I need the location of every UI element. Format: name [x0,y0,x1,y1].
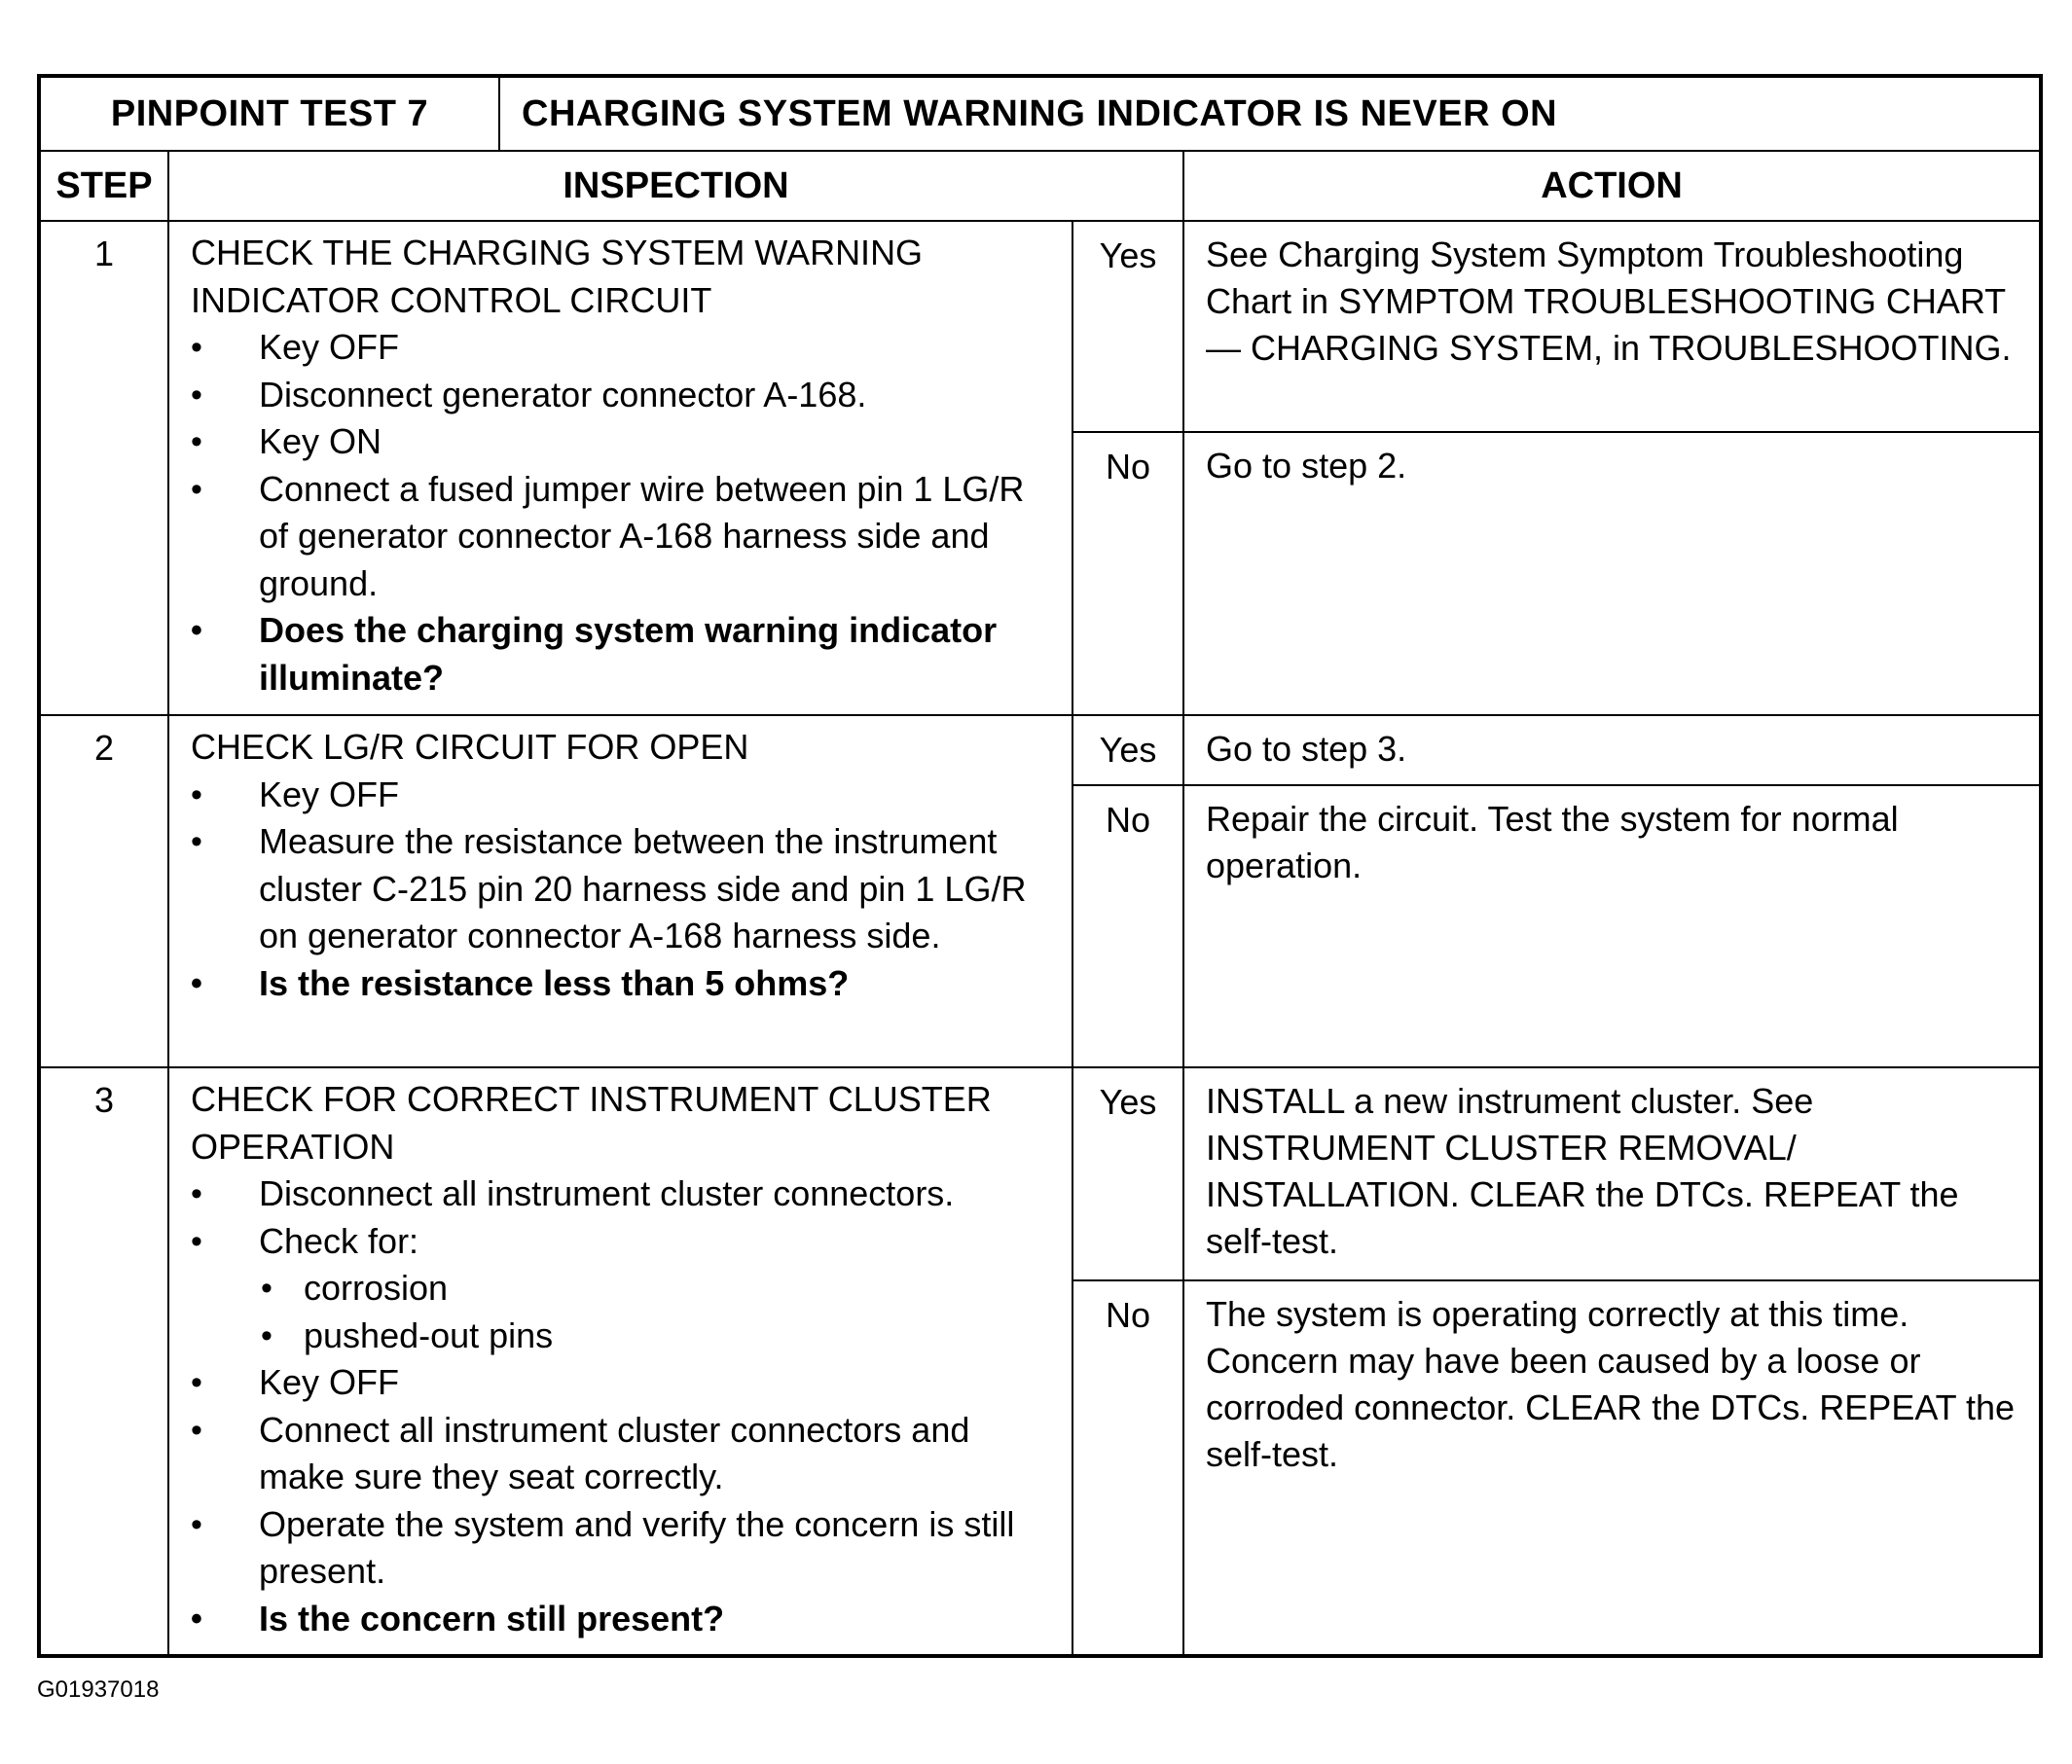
figure-id: G01937018 [37,1676,160,1703]
step-number: 1 [39,221,168,715]
action-column-header: ACTION [1183,151,2041,221]
title-row [39,76,2041,151]
step-2-checklist [191,772,1052,1008]
step-heading: CHECK LG/R CIRCUIT FOR OPEN [191,727,749,767]
no-action: Go to step 2. [1183,432,2041,715]
step-column-header: STEP [39,151,168,221]
no-label: No [1072,785,1183,1067]
step-question: • Is the resistance less than 5 ohms? [191,960,1052,1008]
step-number: 3 [39,1067,168,1656]
list-item: • Key ON [191,418,1052,466]
step-2-inspection [168,715,1072,1067]
yes-action: INSTALL a new instrument cluster. See INSTRUMENT CLUSTER REMOVAL/ INSTALLATION. CLEAR the DTCs. REPEAT the self-test. [1183,1067,2041,1280]
step-heading: CHECK THE CHARGING SYSTEM WARNING INDICATOR CONTROL CIRCUIT [191,233,924,320]
list-item: • Operate the system and verify the concern is still present. [191,1501,1052,1596]
step-3-checklist [191,1170,1052,1642]
no-action: Repair the circuit. Test the system for normal operation. [1183,785,2041,1067]
test-label: PINPOINT TEST 7 [39,76,499,151]
step-number: 2 [39,715,168,1067]
step-2-yes-row [39,715,2041,785]
pinpoint-test-table [37,74,2043,1658]
yes-label: Yes [1072,221,1183,432]
step-1-inspection [168,221,1072,715]
step-1-checklist [191,324,1052,702]
list-item: • Key OFF [191,1359,1052,1407]
yes-action: Go to step 3. [1183,715,2041,785]
list-item: • Connect a fused jumper wire between pin 1 LG/R of generator connector A-168 harness side and ground. [191,466,1052,608]
step-3-inspection [168,1067,1072,1656]
step-3-yes-row [39,1067,2041,1280]
yes-label: Yes [1072,715,1183,785]
list-item: • Disconnect generator connector A-168. [191,372,1052,419]
no-label: No [1072,432,1183,715]
column-header-row [39,151,2041,221]
no-action: The system is operating correctly at this time. Concern may have been caused by a loose or corroded connector. CLEAR the DTCs. REPEAT the self-test. [1183,1280,2041,1656]
list-item: • Check for: [191,1218,1052,1266]
test-title: CHARGING SYSTEM WARNING INDICATOR IS NEVER ON [499,76,2041,151]
yes-label: Yes [1072,1067,1183,1280]
sub-list-item: • corrosion [191,1265,1052,1313]
list-item: • Measure the resistance between the instrument cluster C-215 pin 20 harness side and pin 1 LG/R on generator connector A-168 harness side. [191,818,1052,960]
step-question: • Is the concern still present? [191,1596,1052,1643]
step-heading: CHECK FOR CORRECT INSTRUMENT CLUSTER OPERATION [191,1079,992,1167]
sub-list-item: • pushed-out pins [191,1313,1052,1360]
step-1-yes-row [39,221,2041,432]
list-item: • Key OFF [191,772,1052,819]
list-item: • Key OFF [191,324,1052,372]
inspection-column-header: INSPECTION [168,151,1183,221]
list-item: • Connect all instrument cluster connectors and make sure they seat correctly. [191,1407,1052,1501]
list-item: • Disconnect all instrument cluster connectors. [191,1170,1052,1218]
no-label: No [1072,1280,1183,1656]
yes-action: See Charging System Symptom Troubleshooting Chart in SYMPTOM TROUBLESHOOTING CHART — CHARGING SYSTEM, in TROUBLESHOOTING. [1183,221,2041,432]
step-question: • Does the charging system warning indicator illuminate? [191,607,1052,702]
